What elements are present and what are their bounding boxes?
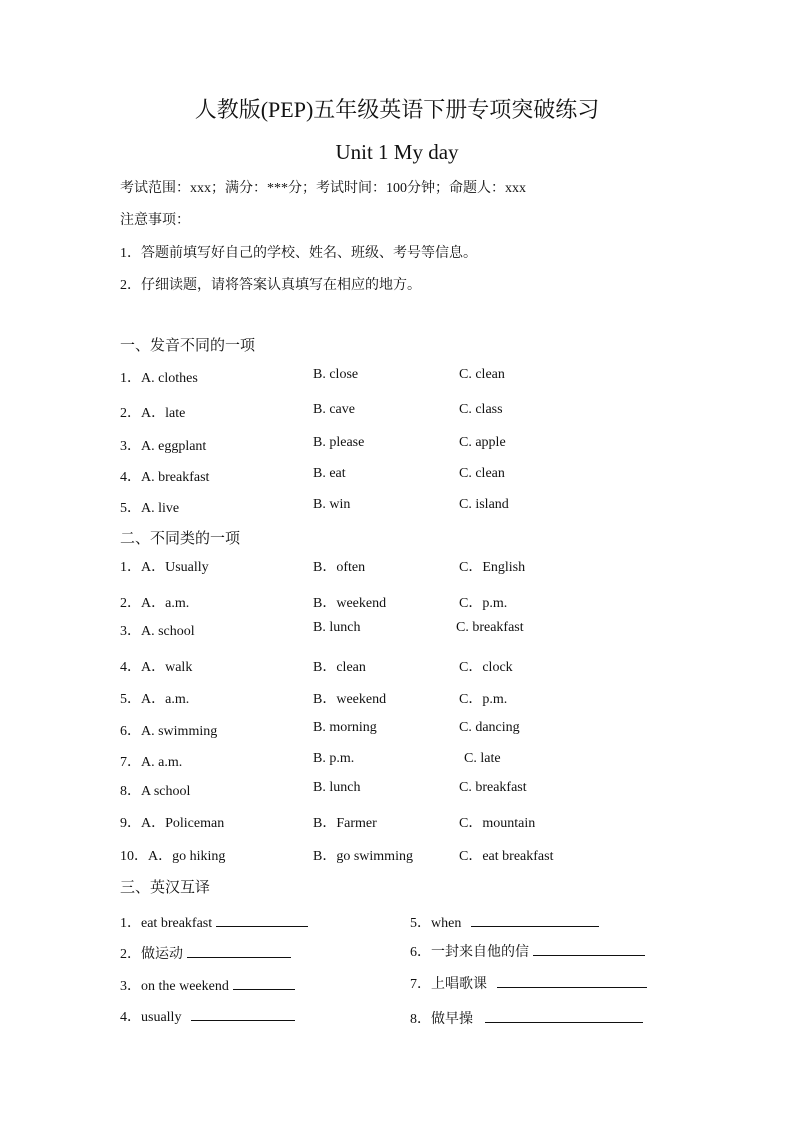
translation-prompt: 1．eat breakfast — [120, 916, 213, 931]
option-b: B．often — [313, 560, 366, 575]
option-b: B. win — [313, 497, 351, 512]
option-c: C. dancing — [459, 720, 520, 735]
option-a: 4．A．walk — [120, 660, 193, 675]
answer-blank[interactable] — [187, 943, 291, 958]
option-c: C. class — [459, 402, 503, 417]
option-c: C. breakfast — [459, 780, 527, 795]
option-c: C．p.m. — [459, 692, 508, 707]
option-a: 3．A. eggplant — [120, 439, 207, 454]
section-1-title: 一、发音不同的一项 — [120, 338, 256, 354]
option-b: B. lunch — [313, 780, 361, 795]
option-a: 5．A．a.m. — [120, 692, 190, 707]
question-row — [0, 688, 794, 710]
option-b: B. lunch — [313, 620, 361, 635]
translation-prompt: 5．when — [410, 916, 462, 931]
question-row — [0, 812, 794, 834]
section-3-title: 三、英汉互译 — [120, 880, 211, 896]
option-a: 2．A．late — [120, 406, 186, 421]
question-row — [0, 592, 794, 614]
option-a: 8．A school — [120, 784, 191, 799]
option-a: 4．A. breakfast — [120, 470, 210, 485]
option-c: C．eat breakfast — [459, 849, 554, 864]
option-a: 6．A. swimming — [120, 724, 218, 739]
translation-item — [410, 973, 647, 993]
answer-blank[interactable] — [471, 912, 599, 927]
option-c: C. late — [464, 751, 501, 766]
option-b: B. cave — [313, 402, 355, 417]
question-row — [0, 466, 794, 488]
option-b: B. please — [313, 435, 365, 450]
option-c: C. clean — [459, 466, 505, 481]
option-a: 9．A．Policeman — [120, 816, 225, 831]
answer-blank[interactable] — [191, 1006, 295, 1021]
option-c: C. clean — [459, 367, 505, 382]
option-c: C. breakfast — [456, 620, 524, 635]
translation-prompt: 8．做早操 — [410, 1012, 473, 1027]
note-2: 2．仔细读题，请将答案认真填写在相应的地方。 — [120, 278, 421, 293]
question-row — [0, 751, 794, 773]
question-row — [0, 720, 794, 742]
option-a: 1．A．Usually — [120, 560, 209, 575]
option-a: 3．A. school — [120, 624, 195, 639]
question-row — [0, 435, 794, 457]
translation-item — [410, 1008, 643, 1028]
option-c: C．clock — [459, 660, 513, 675]
translation-item — [120, 943, 291, 963]
translation-prompt: 3．on the weekend — [120, 979, 229, 994]
option-c: C．mountain — [459, 816, 536, 831]
question-row — [0, 620, 794, 642]
translation-item — [410, 941, 645, 961]
answer-blank[interactable] — [497, 973, 647, 988]
option-a: 2．A．a.m. — [120, 596, 190, 611]
question-row — [0, 367, 794, 389]
option-b: B．weekend — [313, 596, 387, 611]
option-a: 1．A. clothes — [120, 371, 198, 386]
translation-item — [120, 912, 308, 932]
option-b: B. eat — [313, 466, 346, 481]
question-row — [0, 556, 794, 578]
answer-blank[interactable] — [233, 975, 295, 990]
option-c: C. island — [459, 497, 509, 512]
page-title: 人教版(PEP)五年级英语下册专项突破练习 — [194, 97, 600, 122]
translation-item — [120, 1006, 295, 1026]
option-b: B．weekend — [313, 692, 387, 707]
answer-blank[interactable] — [485, 1008, 643, 1023]
translation-prompt: 6．一封来自他的信 — [410, 945, 529, 960]
option-b: B．go swimming — [313, 849, 413, 864]
section-2-title: 二、不同类的一项 — [120, 531, 241, 547]
answer-blank[interactable] — [533, 941, 645, 956]
translation-item — [120, 975, 295, 995]
option-b: B．clean — [313, 660, 366, 675]
translation-prompt: 7．上唱歌课 — [410, 977, 487, 992]
exam-info-line: 考试范围：xxx；满分：***分；考试时间：100分钟；命题人：xxx — [120, 181, 526, 196]
question-row — [0, 656, 794, 678]
option-c: C. apple — [459, 435, 506, 450]
option-b: B. morning — [313, 720, 377, 735]
question-row — [0, 780, 794, 802]
option-c: C．English — [459, 560, 526, 575]
option-a: 7．A. a.m. — [120, 755, 183, 770]
notes-title: 注意事项： — [120, 213, 190, 228]
option-c: C．p.m. — [459, 596, 508, 611]
question-row — [0, 845, 794, 867]
option-a: 5．A. live — [120, 501, 180, 516]
translation-prompt: 4．usually — [120, 1010, 182, 1025]
translation-item — [410, 912, 599, 932]
option-a: 10．A．go hiking — [120, 849, 226, 864]
translation-prompt: 2．做运动 — [120, 947, 183, 962]
question-row — [0, 497, 794, 519]
answer-blank[interactable] — [216, 912, 308, 927]
option-b: B. close — [313, 367, 359, 382]
unit-title: Unit 1 My day — [335, 140, 459, 164]
note-1: 1．答题前填写好自己的学校、姓名、班级、考号等信息。 — [120, 246, 477, 261]
option-b: B. p.m. — [313, 751, 355, 766]
question-row — [0, 402, 794, 424]
option-b: B．Farmer — [313, 816, 377, 831]
